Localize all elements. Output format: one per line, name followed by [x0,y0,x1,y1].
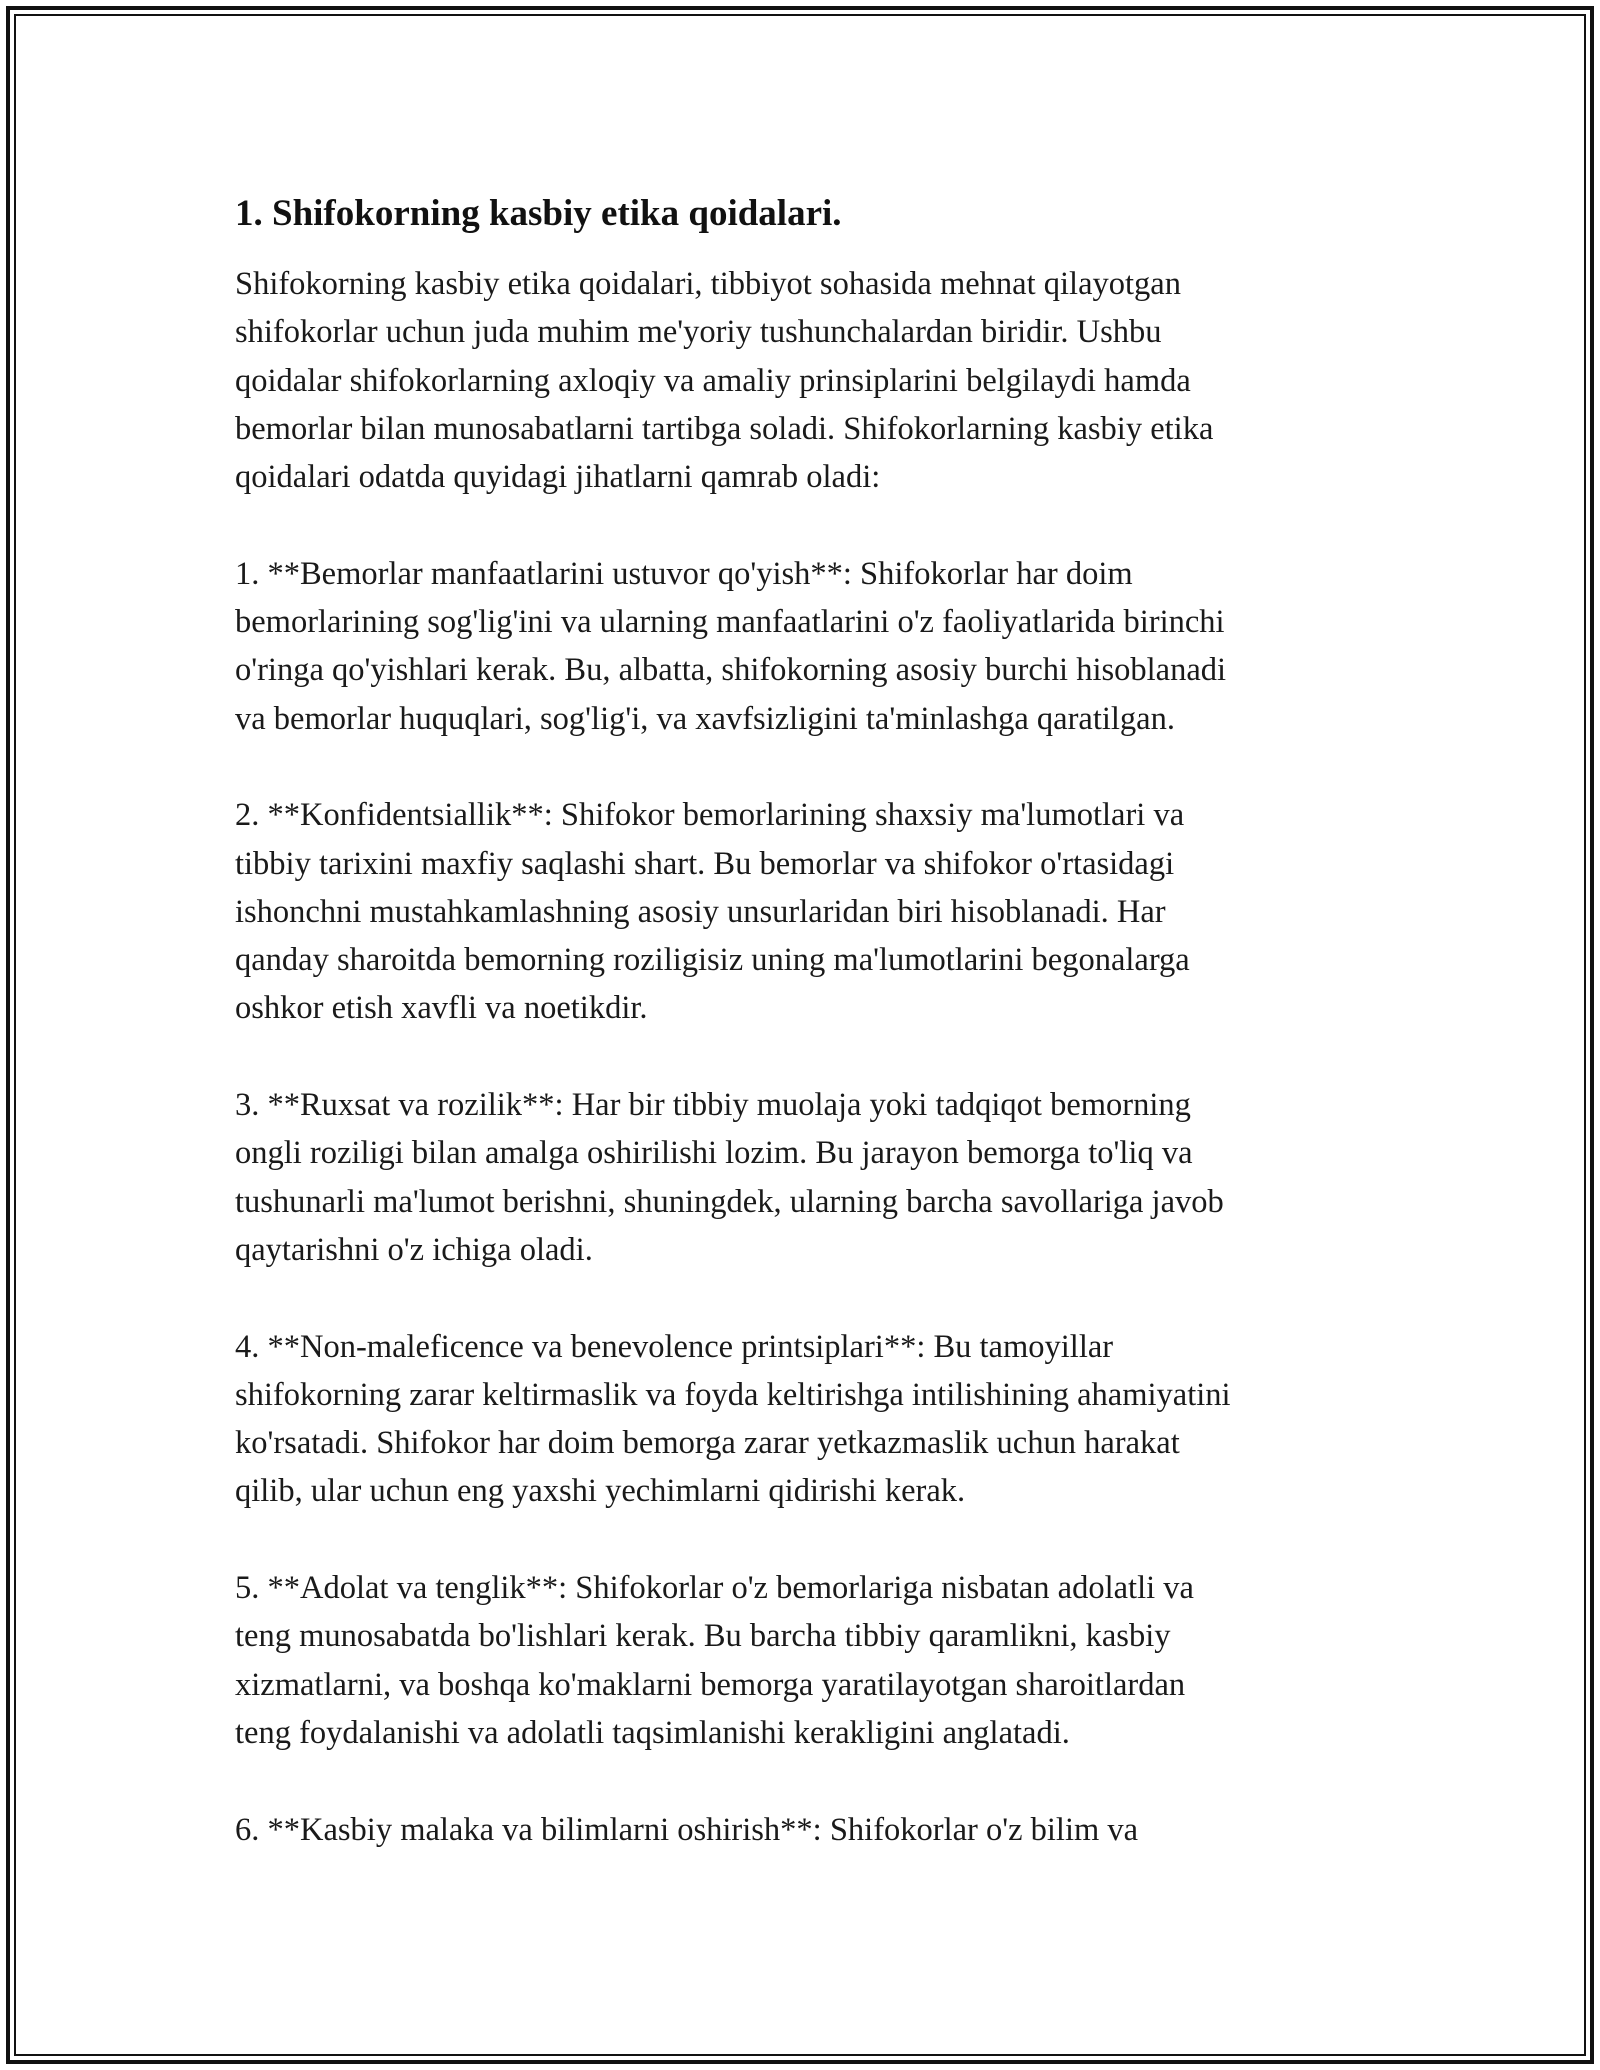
paragraph-list [235,260,1385,1854]
text-line: 4. **Non-maleficence va benevolence printsiplari**: Bu tamoyillar [235,1328,1114,1365]
text-line: 2. **Konfidentsiallik**: Shifokor bemorlarining shaxsiy ma'lumotlari va [235,797,1185,834]
paragraph [235,550,1385,743]
text-line: 3. **Ruxsat va rozilik**: Har bir tibbiy muolaja yoki tadqiqot bemorning [235,1087,1191,1124]
paragraph [235,1806,1385,1854]
text-line: 6. **Kasbiy malaka va bilimlarni oshirish**: Shifokorlar o'z bilim va [235,1811,1139,1848]
text-line: tushunarli ma'lumot berishni, shuningdek, ularning barcha savollariga javob [235,1183,1224,1220]
text-line: ko'rsatadi. Shifokor har doim bemorga zarar yetkazmaslik uchun harakat [235,1425,1180,1462]
text-line: o'ringa qo'yishlari kerak. Bu, albatta, shifokorning asosiy burchi hisoblanadi [235,652,1227,689]
paragraph [235,1323,1385,1516]
text-line: shifokorning zarar keltirmaslik va foyda keltirishga intilishining ahamiyatini [235,1376,1231,1413]
text-line: va bemorlar huquqlari, sog'lig'i, va xavfsizligini ta'minlashga qaratilgan. [235,700,1175,737]
text-line: qaytarishni o'z ichiga oladi. [235,1231,593,1268]
text-line: qilib, ular uchun eng yaxshi yechimlarni qidirishi kerak. [235,1473,966,1510]
document-body [235,188,1385,1902]
text-line: shifokorlar uchun juda muhim me'yoriy tushunchalardan biridir. Ushbu [235,314,1162,351]
document-title: 1. Shifokorning kasbiy etika qoidalari. [235,193,842,234]
text-line: bemorlarining sog'lig'ini va ularning manfaatlarini o'z faoliyatlarida birinchi [235,604,1225,641]
text-line: bemorlar bilan munosabatlarni tartibga soladi. Shifokorlarning kasbiy etika [235,410,1214,447]
text-line: 1. **Bemorlar manfaatlarini ustuvor qo'yish**: Shifokorlar har doim [235,555,1133,592]
text-line: xizmatlarni, va boshqa ko'maklarni bemorga yaratilayotgan sharoitlardan [235,1666,1186,1703]
paragraph [235,260,1385,501]
text-line: ishonchni mustahkamlashning asosiy unsurlaridan biri hisoblanadi. Har [235,893,1166,930]
paragraph [235,1564,1385,1757]
paragraph [235,1081,1385,1274]
text-line: 5. **Adolat va tenglik**: Shifokorlar o'z bemorlariga nisbatan adolatli va [235,1570,1194,1607]
text-line: teng munosabatda bo'lishlari kerak. Bu barcha tibbiy qaramlikni, kasbiy [235,1618,1171,1655]
text-line: tibbiy tarixini maxfiy saqlashi shart. Bu bemorlar va shifokor o'rtasidagi [235,845,1175,882]
text-line: Shifokorning kasbiy etika qoidalari, tibbiyot sohasida mehnat qilayotgan [235,266,1181,302]
paragraph [235,791,1385,1032]
text-line: qoidalari odatda quyidagi jihatlarni qamrab oladi: [235,459,881,496]
text-line: qanday sharoitda bemorning roziligisiz uning ma'lumotlarini begonalarga [235,942,1190,979]
text-line: ongli roziligi bilan amalga oshirilishi lozim. Bu jarayon bemorga to'liq va [235,1135,1193,1172]
text-line: teng foydalanishi va adolatli taqsimlanishi kerakligini anglatadi. [235,1714,1070,1751]
text-line: oshkor etish xavfli va noetikdir. [235,990,648,1027]
text-line: qoidalar shifokorlarning axloqiy va amaliy prinsiplarini belgilaydi hamda [235,362,1191,399]
